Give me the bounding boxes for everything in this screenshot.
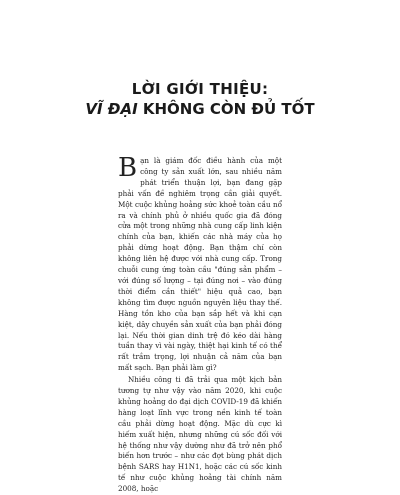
- chapter-heading-italic: VĨ ĐẠI: [85, 100, 138, 118]
- drop-cap: B: [118, 153, 138, 183]
- paragraph-1-text: ạn là giám đốc điều hành của một công ty sản xuất lớn, sau nhiều năm phát triển thuận lợi, bạn đang gặp phải vấn đề nghiêm trọng cần giải quyết. Một cuộc khủng hoảng sức khoẻ toàn cầu nổ ra và chính phủ ở nhiều quốc gia đã đóng cửa một trong những nhà cung cấp linh kiện chính của bạn, khiến các nhà máy của họ phải dừng hoạt động. Bạn thậm chí còn không liên hệ được với nhà cung cấp. Trong chuỗi cung ứng toàn cầu "đúng sản phẩm – với đúng số lượng – tại đúng nơi – vào đúng thời điểm cần thiết" hiệu quả cao, bạn không tìm được nguồn nguyên liệu thay thế. Hàng tồn kho của bạn sắp hết và khi cạn kiệt, dây chuyền sản xuất của bạn phải đóng lại. Nếu thời gian dinh trệ đó kéo dài hàng tuần thay vì vài ngày, thiệt hại kinh tế có thể rất trầm trọng, lợi nhuận cả năm của bạn mất sạch. Bạn phải làm gì?: [118, 156, 282, 373]
- chapter-heading-line2: [0, 100, 400, 118]
- paragraph-1: [118, 153, 282, 374]
- paragraph-2: [118, 375, 282, 495]
- body-text: [118, 153, 282, 495]
- paragraph-2-text: Nhiều công ti đã trải qua một kịch bản tương tự như vậy vào năm 2020, khi cuộc khủng hoảng do đại dịch COVID-19 đã khiến hàng loạt lĩnh vực trong nền kinh tế toàn cầu phải dừng hoạt động. Mặc dù cực kì hiếm xuất hiện, nhưng những cú sốc đối với hệ thống như vậy dường như đã trở nên phổ biến hơn trước – như các đợt bùng phát dịch bệnh SARS hay H1N1, hoặc các cú sốc kinh tế như cuộc khủng hoảng tài chính năm 2008, hoặc: [118, 375, 282, 494]
- chapter-heading-line1: LỜI GIỚI THIỆU:: [131, 80, 269, 98]
- chapter-heading-rest: KHÔNG CÒN ĐỦ TỐT: [137, 100, 315, 118]
